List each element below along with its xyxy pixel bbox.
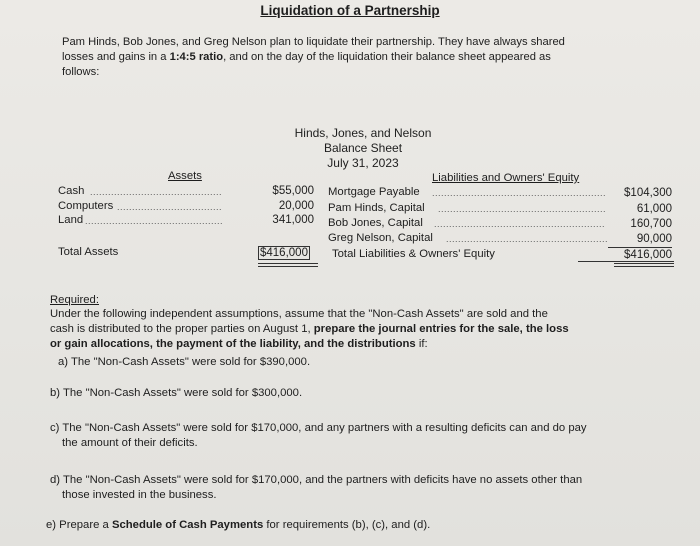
requirement-e-bold: Schedule of Cash Payments: [111, 519, 264, 531]
intro-paragraph: [62, 35, 642, 80]
capital-amount-hinds: 61,000: [636, 203, 672, 215]
required-line-3b: if:: [415, 338, 428, 350]
asset-amount-cash: $55,000: [272, 185, 314, 197]
requirement-e: [46, 518, 430, 533]
requirement-b: b) The "Non-Cash Assets" were sold for $300,000.: [50, 387, 303, 399]
double-underline: [258, 263, 318, 267]
capital-label-jones: Bob Jones, Capital: [328, 217, 423, 229]
ratio-text: 1:4:5 ratio: [169, 51, 224, 63]
liability-label-mortgage: Mortgage Payable: [328, 186, 420, 198]
total-assets-label: Total Assets: [58, 246, 119, 258]
requirement-c-line-2: the amount of their deficits.: [62, 437, 198, 449]
capital-amount-jones: 160,700: [630, 218, 672, 230]
statement-date: July 31, 2023: [327, 156, 399, 170]
intro-line-2a: losses and gains in a: [62, 51, 170, 63]
liabilities-header: Liabilities and Owners' Equity: [432, 172, 580, 184]
requirement-d-line-2: those invested in the business.: [62, 489, 217, 501]
requirement-a: a) The "Non-Cash Assets" were sold for $390,000.: [58, 356, 311, 368]
required-line-2a: cash is distributed to the proper parties on August 1,: [50, 323, 314, 335]
capital-label-nelson: Greg Nelson, Capital: [328, 232, 433, 244]
leader-dots: ..............................................: [85, 216, 224, 226]
leader-dots: ............................................: [90, 187, 223, 197]
required-line-2: [50, 322, 569, 337]
required-heading: Required:: [50, 294, 99, 306]
total-line: [578, 261, 674, 262]
statement-name: Balance Sheet: [323, 141, 403, 155]
total-liabilities-label: Total Liabilities & Owners' Equity: [332, 248, 495, 260]
subtotal-line: [608, 247, 672, 248]
leader-dots: ..........................................................: [432, 188, 607, 198]
capital-amount-nelson: 90,000: [636, 233, 672, 245]
double-underline: [614, 263, 674, 267]
required-line-3: [50, 337, 428, 352]
requirement-d-line-1: d) The "Non-Cash Assets" were sold for $170,000, and the partners with deficits have no assets other than: [50, 474, 583, 486]
leader-dots: ......................................................: [446, 234, 609, 244]
asset-label-land: Land: [58, 214, 84, 226]
asset-label-computers: Computers: [58, 200, 114, 212]
leader-dots: ...................................: [117, 202, 223, 212]
company-name: Hinds, Jones, and Nelson: [294, 126, 432, 140]
intro-line-3: follows:: [62, 66, 100, 78]
intro-line-1: Pam Hinds, Bob Jones, and Greg Nelson plan to liquidate their partnership. They have always shared: [62, 36, 565, 48]
asset-amount-computers: 20,000: [278, 200, 314, 212]
assets-header: Assets: [168, 170, 202, 182]
leader-dots: ........................................................: [438, 204, 607, 214]
liability-amount-mortgage: $104,300: [624, 187, 672, 199]
leader-dots: .........................................................: [434, 219, 606, 229]
required-line-2-bold: prepare the journal entries for the sale, the loss: [313, 323, 569, 335]
capital-label-hinds: Pam Hinds, Capital: [328, 202, 425, 214]
page-title: Liquidation of a Partnership: [260, 3, 440, 18]
asset-label-cash: Cash: [58, 185, 85, 197]
total-assets-amount: $416,000: [260, 247, 308, 259]
asset-amount-land: 341,000: [272, 214, 314, 226]
required-line-1: Under the following independent assumptions, assume that the "Non-Cash Assets" are sold and the: [50, 308, 548, 320]
required-line-3-bold: or gain allocations, the payment of the liability, and the distributions: [50, 338, 416, 350]
total-liabilities-amount: $416,000: [624, 249, 672, 261]
requirement-e-b: for requirements (b), (c), and (d).: [263, 519, 431, 531]
requirement-c-line-1: c) The "Non-Cash Assets" were sold for $170,000, and any partners with a resulting deficits can and do pay: [50, 422, 587, 434]
intro-line-2b: , and on the day of the liquidation their balance sheet appeared as: [223, 51, 551, 63]
requirement-e-a: e) Prepare a: [46, 519, 112, 531]
